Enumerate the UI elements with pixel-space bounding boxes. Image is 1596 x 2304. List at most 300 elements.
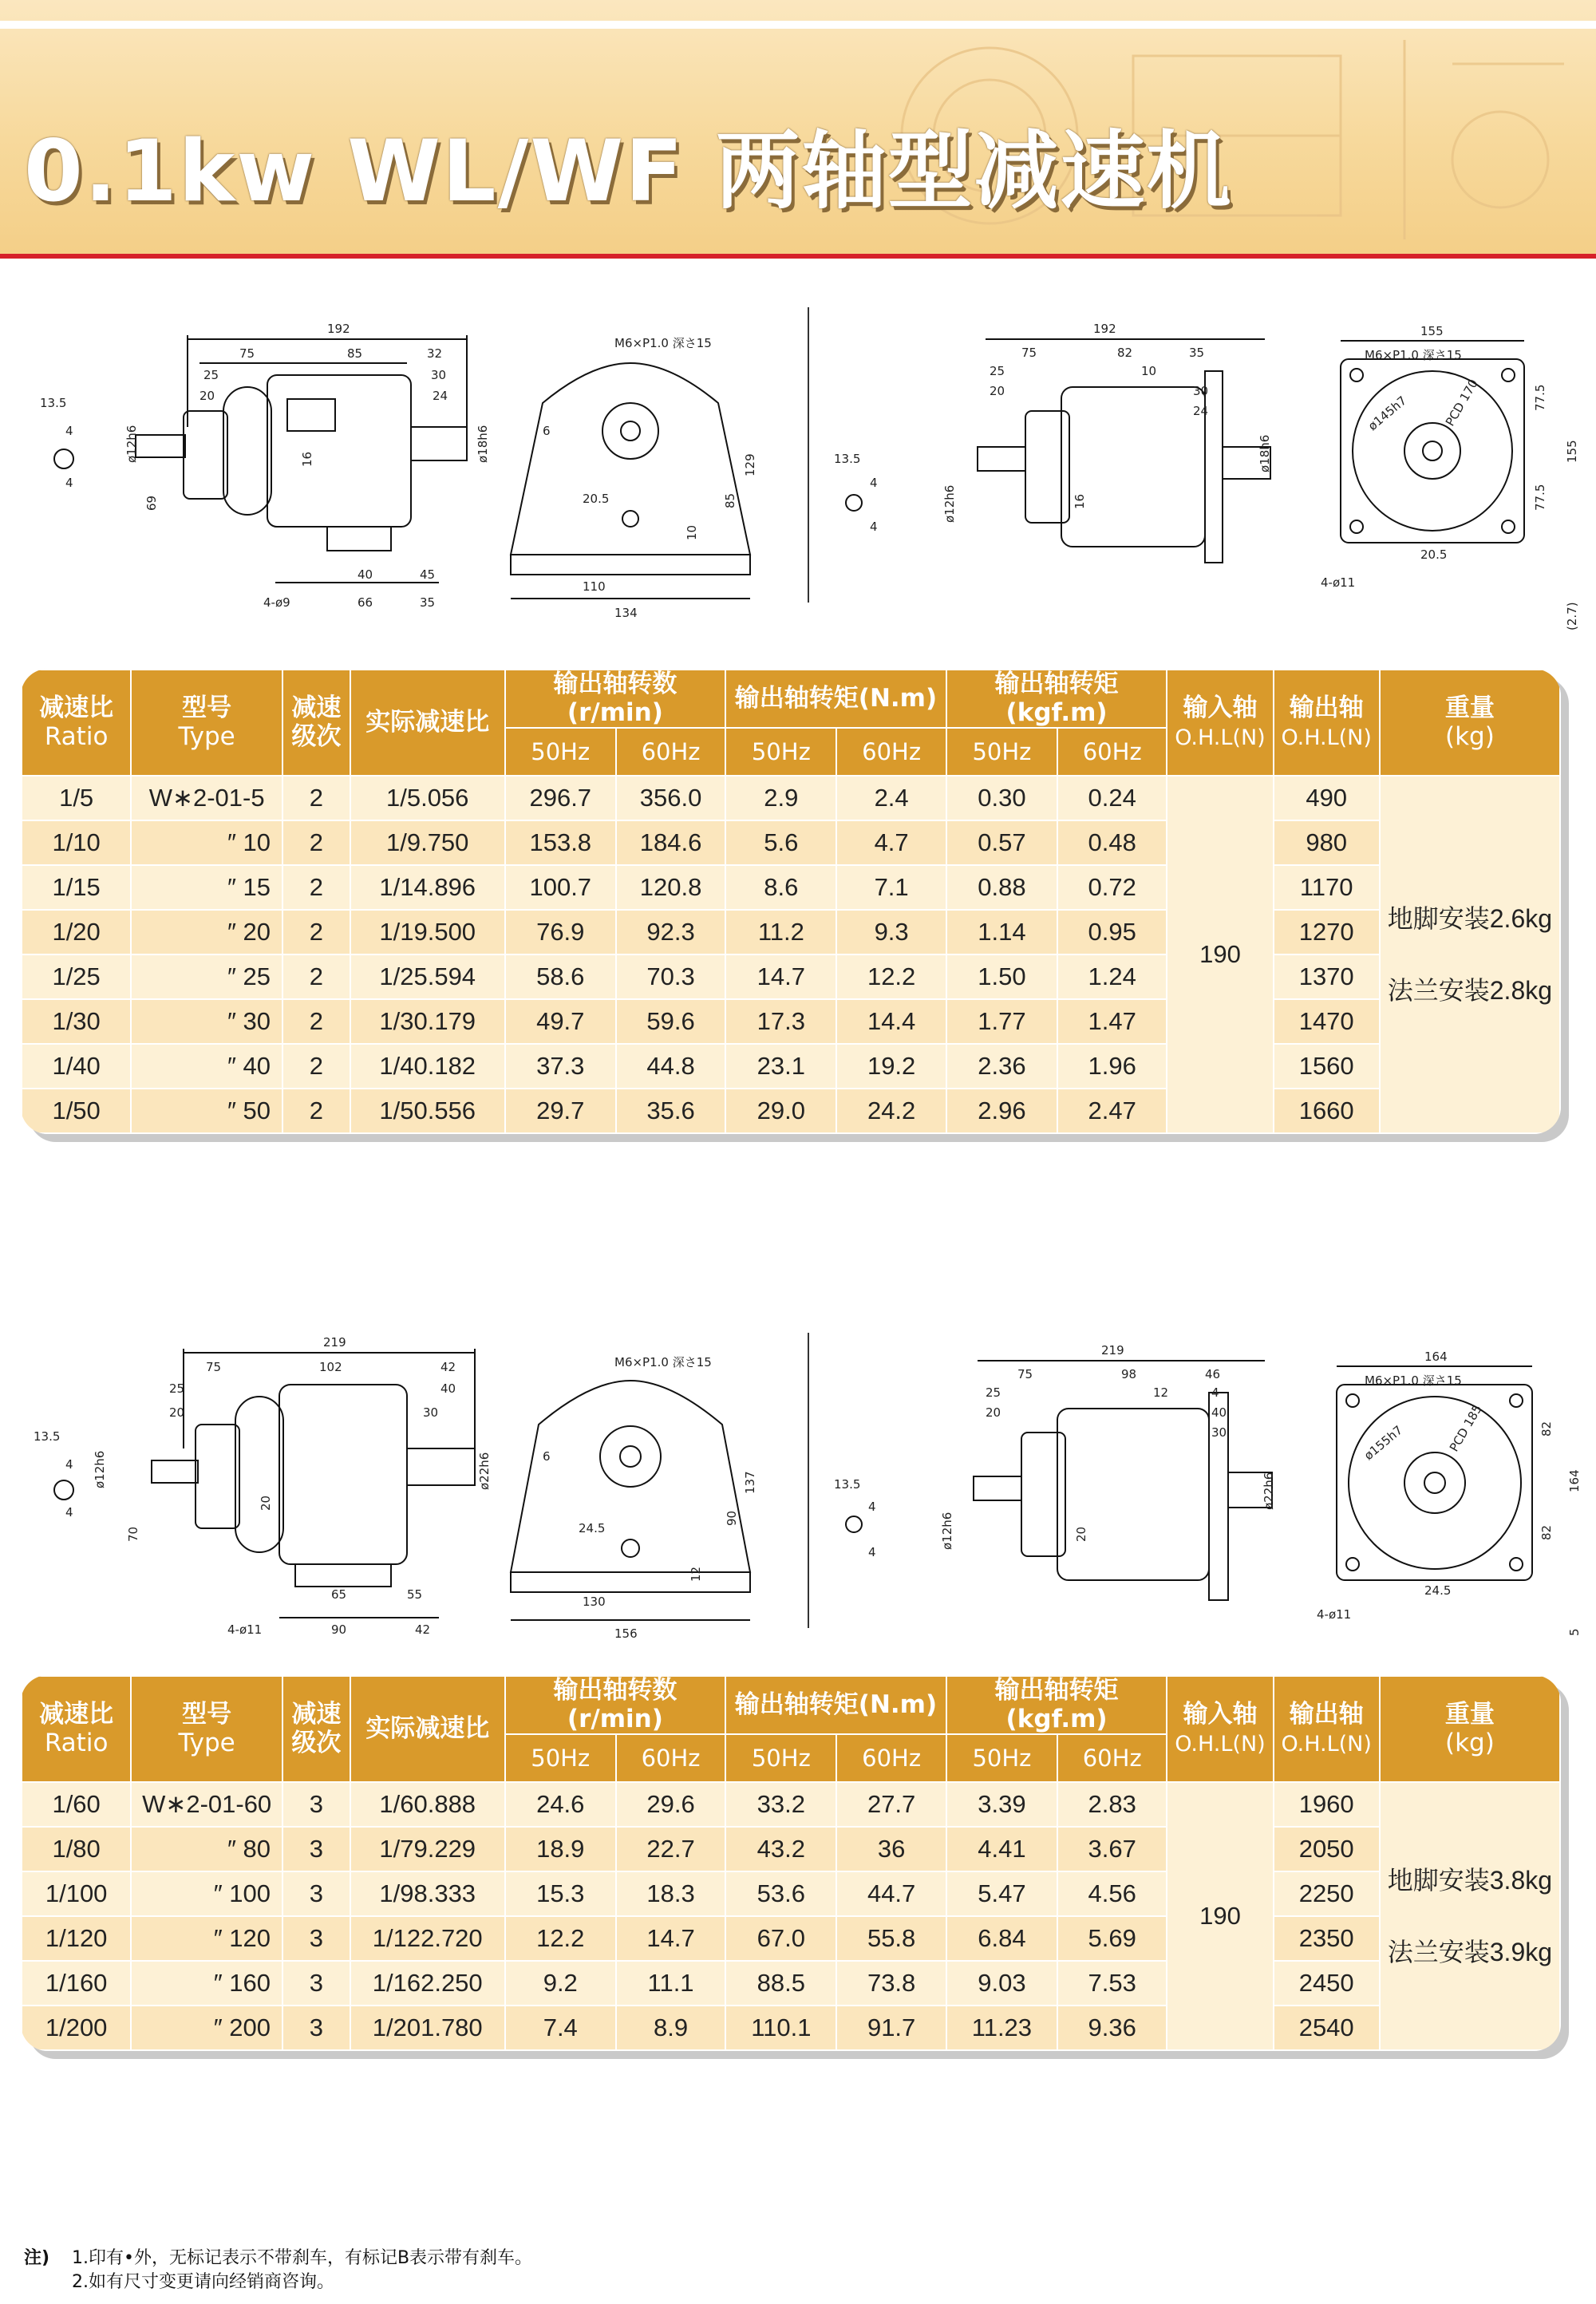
- col-speed-header: 输出轴转数(r/min): [505, 670, 726, 728]
- dim-label: 4: [65, 1505, 73, 1520]
- drawing-foot-side-view-2: [24, 1321, 503, 1640]
- cell-ratio: 1/30: [22, 999, 131, 1044]
- cell-t60: 19.2: [836, 1044, 946, 1089]
- dim-label: M6×P1.0 深さ15: [614, 336, 712, 350]
- cell-stages: 3: [282, 1916, 350, 1961]
- footnote-line-1: 1.印有•外，无标记表示不带刹车，有标记B表示带有刹车。: [72, 2248, 533, 2268]
- dim-label: 85: [347, 346, 363, 361]
- cell-k50: 9.03: [946, 1961, 1057, 2006]
- dim-label: 75: [1017, 1367, 1033, 1381]
- cell-k60: 9.36: [1057, 2006, 1167, 2050]
- dim-label: ø12h6: [942, 484, 957, 523]
- dim-label: 4: [870, 520, 878, 534]
- cell-t50: 23.1: [725, 1044, 836, 1089]
- dim-label: ø12h6: [93, 1450, 107, 1488]
- dim-label: 4: [65, 476, 73, 490]
- cell-stages: 2: [282, 1044, 350, 1089]
- col-type-header: 型号 Type: [131, 1676, 282, 1782]
- cell-s50: 15.3: [505, 1871, 616, 1916]
- dim-label: 4: [870, 476, 878, 490]
- drawing-flange-side-view-2: [830, 1329, 1277, 1632]
- dim-label: 35: [420, 595, 436, 610]
- cell-k60: 2.47: [1057, 1089, 1167, 1133]
- cell-t60: 2.4: [836, 776, 946, 820]
- dims-foot-side-1: [40, 322, 490, 610]
- dim-label: 45: [420, 567, 436, 582]
- cell-output-ohl: 2350: [1274, 1916, 1380, 1961]
- drawing-divider: [808, 1333, 809, 1628]
- cell-s50: 29.7: [505, 1089, 616, 1133]
- cell-actual: 1/14.896: [350, 865, 505, 910]
- cell-s60: 44.8: [616, 1044, 725, 1089]
- dim-label: 20: [1074, 1526, 1088, 1542]
- footnote-label: 注): [24, 2248, 50, 2268]
- cell-t60: 27.7: [836, 1782, 946, 1827]
- dim-label: M6×P1.0 深さ15: [1365, 348, 1462, 362]
- cell-s50: 296.7: [505, 776, 616, 820]
- table-row: [22, 820, 1560, 865]
- cell-stages: 2: [282, 1089, 350, 1133]
- col-hz50: 50Hz: [505, 728, 616, 776]
- dim-label: 4-ø11: [227, 1622, 263, 1637]
- dim-label: 30: [1211, 1425, 1227, 1440]
- dim-label: ø155h7: [1361, 1422, 1406, 1464]
- cell-actual: 1/25.594: [350, 954, 505, 999]
- cell-t60: 36: [836, 1827, 946, 1871]
- cell-s60: 18.3: [616, 1871, 725, 1916]
- dim-label: 24: [433, 389, 448, 403]
- cell-k60: 4.56: [1057, 1871, 1167, 1916]
- cell-stages: 3: [282, 1782, 350, 1827]
- table-row: [22, 2006, 1560, 2050]
- cell-t60: 44.7: [836, 1871, 946, 1916]
- dim-label: 6: [543, 424, 551, 438]
- cell-s50: 76.9: [505, 910, 616, 954]
- dim-label: 30: [423, 1405, 439, 1420]
- cell-k50: 1.50: [946, 954, 1057, 999]
- drawing-divider: [808, 307, 809, 603]
- dim-label: 82: [1539, 1421, 1554, 1437]
- dim-label: 4: [868, 1545, 876, 1559]
- cell-stages: 2: [282, 910, 350, 954]
- dim-label: 77.5: [1533, 384, 1547, 411]
- cell-output-ohl: 2450: [1274, 1961, 1380, 2006]
- cell-s60: 11.1: [616, 1961, 725, 2006]
- dim-label: 20.5: [583, 492, 610, 506]
- cell-output-ohl: 2250: [1274, 1871, 1380, 1916]
- dim-label: 75: [1021, 346, 1037, 360]
- cell-stages: 2: [282, 954, 350, 999]
- cell-type: ″ 200: [131, 2006, 282, 2050]
- col-input-ohl-header: 输入轴 O.H.L(N): [1167, 1676, 1273, 1782]
- cell-stages: 3: [282, 1961, 350, 2006]
- cell-s50: 153.8: [505, 820, 616, 865]
- cell-stages: 3: [282, 1827, 350, 1871]
- cell-type: W∗2-01-5: [131, 776, 282, 820]
- cell-t60: 4.7: [836, 820, 946, 865]
- spec-table-2stage: [21, 669, 1561, 1134]
- cell-s60: 8.9: [616, 2006, 725, 2050]
- col-weight-header: 重量 (kg): [1380, 670, 1560, 776]
- cell-type: ″ 50: [131, 1089, 282, 1133]
- page-title: 0.1kw WL/WF 两轴型减速机: [24, 122, 1233, 220]
- cell-k60: 7.53: [1057, 1961, 1167, 2006]
- dim-label: 82: [1117, 346, 1133, 360]
- cell-output-ohl: 1470: [1274, 999, 1380, 1044]
- cell-actual: 1/60.888: [350, 1782, 505, 1827]
- cell-ratio: 1/15: [22, 865, 131, 910]
- dim-label: 13.5: [834, 452, 861, 466]
- cell-k50: 4.41: [946, 1827, 1057, 1871]
- drawing-foot-front-view-1: [495, 315, 758, 622]
- cell-t50: 2.9: [725, 776, 836, 820]
- weight-flange-mount: 法兰安装2.8kg: [1387, 976, 1553, 1006]
- cell-t50: 110.1: [725, 2006, 836, 2050]
- dim-label: 20.5: [1420, 547, 1448, 562]
- dim-label: 24.5: [1424, 1583, 1452, 1598]
- cell-k50: 2.96: [946, 1089, 1057, 1133]
- dim-label: 155: [1565, 440, 1579, 463]
- cell-k50: 3.39: [946, 1782, 1057, 1827]
- col-torque-kgfm-header: 输出轴转矩(kgf.m): [946, 670, 1167, 728]
- cell-type: ″ 80: [131, 1827, 282, 1871]
- dim-label: 155: [1420, 324, 1444, 338]
- dim-label: PCD 170: [1442, 377, 1481, 429]
- dim-label: 4: [65, 1457, 73, 1472]
- dim-label: 46: [1205, 1367, 1221, 1381]
- cell-actual: 1/50.556: [350, 1089, 505, 1133]
- col-hz60: 60Hz: [836, 728, 946, 776]
- cell-s50: 37.3: [505, 1044, 616, 1089]
- cell-ratio: 1/50: [22, 1089, 131, 1133]
- cell-actual: 1/79.229: [350, 1827, 505, 1871]
- cell-k60: 1.96: [1057, 1044, 1167, 1089]
- cell-s60: 35.6: [616, 1089, 725, 1133]
- dim-label: 40: [358, 567, 373, 582]
- col-actual-ratio-header: 实际减速比: [350, 1676, 505, 1782]
- cell-k60: 0.48: [1057, 820, 1167, 865]
- cell-k60: 1.24: [1057, 954, 1167, 999]
- col-stages-header: 减速 级次: [282, 1676, 350, 1782]
- cell-actual: 1/30.179: [350, 999, 505, 1044]
- cell-output-ohl: 1960: [1274, 1782, 1380, 1827]
- cell-ratio: 1/5: [22, 776, 131, 820]
- footnote-line-2: 2.如有尺寸变更请向经销商咨询。: [72, 2272, 334, 2292]
- cell-type: ″ 15: [131, 865, 282, 910]
- dim-label: 164: [1424, 1350, 1448, 1364]
- cell-type: ″ 10: [131, 820, 282, 865]
- dim-label: 164: [1567, 1469, 1582, 1492]
- cell-t50: 33.2: [725, 1782, 836, 1827]
- drawing-foot-front-view-2: [495, 1349, 758, 1644]
- table-row: [22, 954, 1560, 999]
- cell-output-ohl: 1170: [1274, 865, 1380, 910]
- cell-ratio: 1/60: [22, 1782, 131, 1827]
- col-hz60: 60Hz: [1057, 1734, 1167, 1782]
- drawing-flange-side-view-1: [830, 307, 1277, 603]
- cell-ratio: 1/100: [22, 1871, 131, 1916]
- weight-foot-mount: 地脚安装2.6kg: [1387, 904, 1553, 934]
- cell-input-ohl: 190: [1167, 1782, 1273, 2050]
- dim-label: 16: [300, 451, 314, 467]
- header-divider: [0, 254, 1596, 259]
- cell-output-ohl: 1370: [1274, 954, 1380, 999]
- dim-label: 219: [323, 1335, 346, 1350]
- dim-label: 137: [743, 1471, 757, 1494]
- dim-label: ø22h6: [1262, 1472, 1276, 1510]
- drawing-flange-front-view-1: [1301, 315, 1588, 634]
- col-speed-header: 输出轴转数(r/min): [505, 1676, 726, 1734]
- col-hz60: 60Hz: [836, 1734, 946, 1782]
- dim-label: 20: [259, 1495, 273, 1511]
- dim-label: 55: [407, 1587, 423, 1602]
- col-hz50: 50Hz: [725, 728, 836, 776]
- col-type-header: 型号 Type: [131, 670, 282, 776]
- cell-ratio: 1/200: [22, 2006, 131, 2050]
- dim-label: 75: [206, 1360, 222, 1374]
- dim-label: 70: [126, 1526, 140, 1542]
- cell-k50: 0.57: [946, 820, 1057, 865]
- weight-flange-mount: 法兰安装3.9kg: [1387, 1938, 1553, 1967]
- dim-label: 16: [1073, 493, 1087, 509]
- dim-label: 20: [986, 1405, 1001, 1420]
- dim-label: 192: [1093, 322, 1116, 336]
- dim-label: 4-ø9: [263, 595, 290, 610]
- dim-label: 4-ø11: [1317, 1607, 1352, 1622]
- cell-s60: 29.6: [616, 1782, 725, 1827]
- table-row: [22, 1916, 1560, 1961]
- dim-label: 192: [327, 322, 350, 336]
- cell-s60: 184.6: [616, 820, 725, 865]
- drawing-flange-front-view-2: [1301, 1341, 1588, 1660]
- dim-label: 10: [685, 524, 699, 540]
- table-row: [22, 1827, 1560, 1871]
- dim-label: 42: [440, 1360, 456, 1374]
- table-row: [22, 865, 1560, 910]
- cell-ratio: 1/20: [22, 910, 131, 954]
- dim-label: ø145h7: [1365, 393, 1410, 434]
- cell-k50: 11.23: [946, 2006, 1057, 2050]
- dim-label: 20: [200, 389, 215, 403]
- dim-label: 13.5: [40, 396, 67, 410]
- dim-label: 102: [319, 1360, 342, 1374]
- banner-top-stripe: [0, 21, 1596, 29]
- cell-k50: 1.14: [946, 910, 1057, 954]
- dim-label: 20: [169, 1405, 185, 1420]
- dim-label: M6×P1.0 深さ15: [614, 1355, 712, 1369]
- table-row: [22, 1782, 1560, 1827]
- table-row: [22, 910, 1560, 954]
- cell-weight: [1380, 1782, 1560, 2050]
- table-row: [22, 1089, 1560, 1133]
- dim-label: 12: [1153, 1385, 1169, 1400]
- col-hz50: 50Hz: [946, 728, 1057, 776]
- cell-t60: 55.8: [836, 1916, 946, 1961]
- dim-label: 40: [440, 1381, 456, 1396]
- cell-output-ohl: 2050: [1274, 1827, 1380, 1871]
- cell-s50: 12.2: [505, 1916, 616, 1961]
- col-output-ohl-header: 输出轴 O.H.L(N): [1274, 1676, 1380, 1782]
- spec-table-body: [22, 1782, 1560, 2050]
- cell-output-ohl: 1660: [1274, 1089, 1380, 1133]
- dim-label: 25: [169, 1381, 185, 1396]
- cell-k60: 2.83: [1057, 1782, 1167, 1827]
- cell-type: ″ 160: [131, 1961, 282, 2006]
- cell-t60: 14.4: [836, 999, 946, 1044]
- table-row: [22, 1871, 1560, 1916]
- table-row: [22, 776, 1560, 820]
- cell-s50: 58.6: [505, 954, 616, 999]
- spec-table-body: [22, 776, 1560, 1133]
- cell-t50: 88.5: [725, 1961, 836, 2006]
- col-torque-kgfm-header: 输出轴转矩(kgf.m): [946, 1676, 1167, 1734]
- header-banner: [0, 0, 1596, 254]
- cell-t50: 43.2: [725, 1827, 836, 1871]
- cell-k60: 1.47: [1057, 999, 1167, 1044]
- cell-ratio: 1/160: [22, 1961, 131, 2006]
- dim-label: 85: [723, 492, 737, 508]
- dim-label: 110: [583, 579, 606, 594]
- cell-t60: 9.3: [836, 910, 946, 954]
- cell-actual: 1/19.500: [350, 910, 505, 954]
- cell-s50: 7.4: [505, 2006, 616, 2050]
- cell-ratio: 1/10: [22, 820, 131, 865]
- cell-output-ohl: 2540: [1274, 2006, 1380, 2050]
- cell-t50: 17.3: [725, 999, 836, 1044]
- cell-k50: 6.84: [946, 1916, 1057, 1961]
- dim-label: ø22h6: [477, 1452, 492, 1490]
- cell-k50: 5.47: [946, 1871, 1057, 1916]
- cell-k60: 3.67: [1057, 1827, 1167, 1871]
- cell-stages: 2: [282, 776, 350, 820]
- dim-label: 25: [990, 364, 1005, 378]
- dim-label: M6×P1.0 深さ15: [1365, 1373, 1462, 1388]
- dim-label: 24.5: [579, 1521, 606, 1535]
- cell-s60: 14.7: [616, 1916, 725, 1961]
- cell-s50: 24.6: [505, 1782, 616, 1827]
- cell-ratio: 1/80: [22, 1827, 131, 1871]
- cell-stages: 2: [282, 820, 350, 865]
- cell-output-ohl: 490: [1274, 776, 1380, 820]
- dim-label: 10: [1141, 364, 1157, 378]
- cell-ratio: 1/40: [22, 1044, 131, 1089]
- dim-label: 75: [239, 346, 255, 361]
- dim-label: 156: [614, 1626, 638, 1641]
- cell-type: ″ 100: [131, 1871, 282, 1916]
- dim-label: 82: [1539, 1524, 1554, 1540]
- dim-label: (2.7): [1565, 602, 1579, 630]
- cell-k50: 2.36: [946, 1044, 1057, 1089]
- dim-label: ø12h6: [940, 1512, 954, 1550]
- cell-input-ohl: 190: [1167, 776, 1273, 1133]
- cell-t60: 7.1: [836, 865, 946, 910]
- dim-label: 30: [431, 368, 447, 382]
- cell-t60: 24.2: [836, 1089, 946, 1133]
- dim-label: 219: [1101, 1343, 1124, 1358]
- dim-label: 12: [689, 1566, 703, 1582]
- table-row: [22, 1044, 1560, 1089]
- dim-label: ø18h6: [1258, 434, 1272, 472]
- dim-label: 35: [1189, 346, 1205, 360]
- drawing-foot-side-view-1: [24, 307, 503, 622]
- cell-s60: 92.3: [616, 910, 725, 954]
- cell-type: W∗2-01-60: [131, 1782, 282, 1827]
- cell-k50: 0.88: [946, 865, 1057, 910]
- col-hz50: 50Hz: [505, 1734, 616, 1782]
- col-ratio-header: 减速比 Ratio: [22, 670, 131, 776]
- cell-s60: 356.0: [616, 776, 725, 820]
- dim-label: 90: [331, 1622, 347, 1637]
- cell-output-ohl: 1270: [1274, 910, 1380, 954]
- cell-stages: 3: [282, 1871, 350, 1916]
- dim-label: ø18h6: [476, 425, 490, 463]
- cell-output-ohl: 980: [1274, 820, 1380, 865]
- table-row: [22, 999, 1560, 1044]
- spec-table-grid: [21, 669, 1561, 1134]
- cell-s50: 100.7: [505, 865, 616, 910]
- cell-type: ″ 120: [131, 1916, 282, 1961]
- cell-actual: 1/201.780: [350, 2006, 505, 2050]
- cell-t50: 14.7: [725, 954, 836, 999]
- dim-label: 13.5: [34, 1429, 61, 1444]
- dim-label: 25: [986, 1385, 1001, 1400]
- weight-foot-mount: 地脚安装3.8kg: [1387, 1866, 1553, 1895]
- dim-label: 4-ø11: [1321, 575, 1356, 590]
- col-hz50: 50Hz: [946, 1734, 1057, 1782]
- cell-t50: 11.2: [725, 910, 836, 954]
- cell-actual: 1/5.056: [350, 776, 505, 820]
- cell-k50: 1.77: [946, 999, 1057, 1044]
- dim-label: 25: [203, 368, 219, 382]
- dim-label: 129: [743, 453, 757, 476]
- dim-label: PCD 185: [1446, 1402, 1485, 1454]
- dim-label: 90: [725, 1510, 739, 1526]
- cell-s50: 49.7: [505, 999, 616, 1044]
- cell-actual: 1/98.333: [350, 1871, 505, 1916]
- dim-label: 13.5: [834, 1477, 861, 1492]
- cell-type: ″ 25: [131, 954, 282, 999]
- cell-actual: 1/122.720: [350, 1916, 505, 1961]
- cell-t50: 5.6: [725, 820, 836, 865]
- dim-label: 98: [1121, 1367, 1137, 1381]
- cell-k60: 0.24: [1057, 776, 1167, 820]
- cell-k50: 0.30: [946, 776, 1057, 820]
- col-torque-nm-header: 输出轴转矩(N.m): [725, 1676, 946, 1734]
- dim-label: 130: [583, 1595, 606, 1609]
- dim-label: 40: [1211, 1405, 1227, 1420]
- dim-label: 6: [543, 1449, 551, 1464]
- col-hz60: 60Hz: [616, 1734, 725, 1782]
- dim-label: ø12h6: [124, 425, 139, 463]
- cell-t50: 29.0: [725, 1089, 836, 1133]
- dim-label: 66: [358, 595, 373, 610]
- cell-s60: 22.7: [616, 1827, 725, 1871]
- cell-t60: 91.7: [836, 2006, 946, 2050]
- spec-table-grid: [21, 1675, 1561, 2051]
- cell-t50: 8.6: [725, 865, 836, 910]
- cell-type: ″ 20: [131, 910, 282, 954]
- dim-label: 24: [1193, 404, 1209, 418]
- cell-actual: 1/162.250: [350, 1961, 505, 2006]
- cell-type: ″ 40: [131, 1044, 282, 1089]
- col-ratio-header: 减速比 Ratio: [22, 1676, 131, 1782]
- dim-label: 4: [65, 424, 73, 438]
- dim-label: 5: [1567, 1628, 1582, 1636]
- cell-s60: 120.8: [616, 865, 725, 910]
- dim-label: 77.5: [1533, 484, 1547, 511]
- col-hz50: 50Hz: [725, 1734, 836, 1782]
- cell-s60: 59.6: [616, 999, 725, 1044]
